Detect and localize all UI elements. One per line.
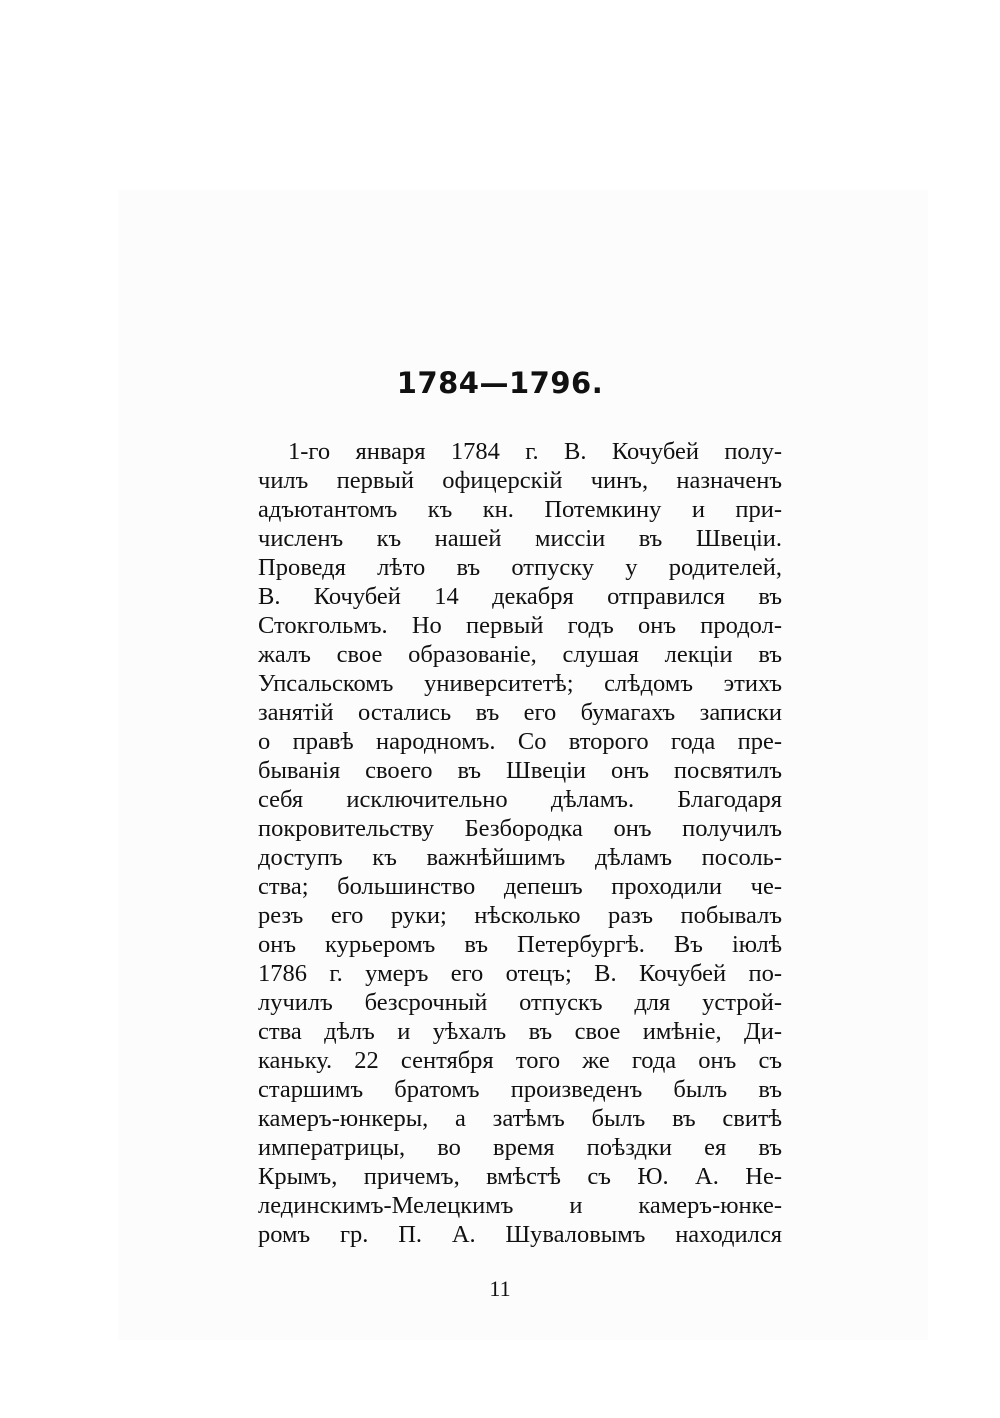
chapter-title: 1784—1796.: [396, 366, 604, 400]
text-line: императрицы, во время поѣздки ея въ: [258, 1134, 782, 1161]
text-line: 1786 г. умеръ его отецъ; В. Кочубей по-: [258, 960, 782, 987]
page-number: 11: [489, 1276, 511, 1301]
text-line: покровительству Безбородка онъ получилъ: [258, 815, 782, 842]
text-line: численъ къ нашей миссіи въ Швеціи.: [258, 525, 782, 552]
text-line: о правѣ народномъ. Со второго года пре-: [258, 728, 782, 755]
text-line: лучилъ безсрочный отпускъ для устрой-: [258, 989, 782, 1016]
text-line: доступъ къ важнѣйшимъ дѣламъ посоль-: [258, 844, 782, 871]
text-line: камеръ-юнкеры, а затѣмъ былъ въ свитѣ: [258, 1105, 782, 1132]
text-line: В. Кочубей 14 декабря отправился въ: [258, 583, 782, 610]
text-line: Стокгольмъ. Но первый годъ онъ продол-: [258, 612, 782, 639]
text-line: лединскимъ-Мелецкимъ и камеръ-юнке-: [258, 1192, 782, 1219]
text-line: Крымъ, причемъ, вмѣстѣ съ Ю. А. Не-: [258, 1163, 782, 1190]
text-line: 1-го января 1784 г. В. Кочубей полу-: [288, 438, 782, 465]
text-line: каньку. 22 сентября того же года онъ съ: [258, 1047, 782, 1074]
text-line: резъ его руки; нѣсколько разъ побывалъ: [258, 902, 782, 929]
text-line: Проведя лѣто въ отпуску у родителей,: [258, 554, 782, 581]
text-line: ства дѣлъ и уѣхалъ въ свое имѣніе, Ди-: [258, 1018, 782, 1045]
text-line: жалъ свое образованіе, слушая лекціи въ: [258, 641, 782, 668]
text-line: себя исключительно дѣламъ. Благодаря: [258, 786, 782, 813]
text-line: ромъ гр. П. А. Шуваловымъ находился: [258, 1221, 782, 1248]
text-line: быванія своего въ Швеціи онъ посвятилъ: [258, 757, 782, 784]
text-line: Упсальскомъ университетѣ; слѣдомъ этихъ: [258, 670, 782, 697]
text-line: адъютантомъ къ кн. Потемкину и при-: [258, 496, 782, 523]
text-line: онъ курьеромъ въ Петербургѣ. Въ іюлѣ: [258, 931, 782, 958]
text-line: ства; большинство депешъ проходили че-: [258, 873, 782, 900]
body-paragraph: [258, 437, 782, 1249]
text-line: старшимъ братомъ произведенъ былъ въ: [258, 1076, 782, 1103]
text-line: занятій остались въ его бумагахъ записки: [258, 699, 782, 726]
text-line: чилъ первый офицерскій чинъ, назначенъ: [258, 467, 782, 494]
